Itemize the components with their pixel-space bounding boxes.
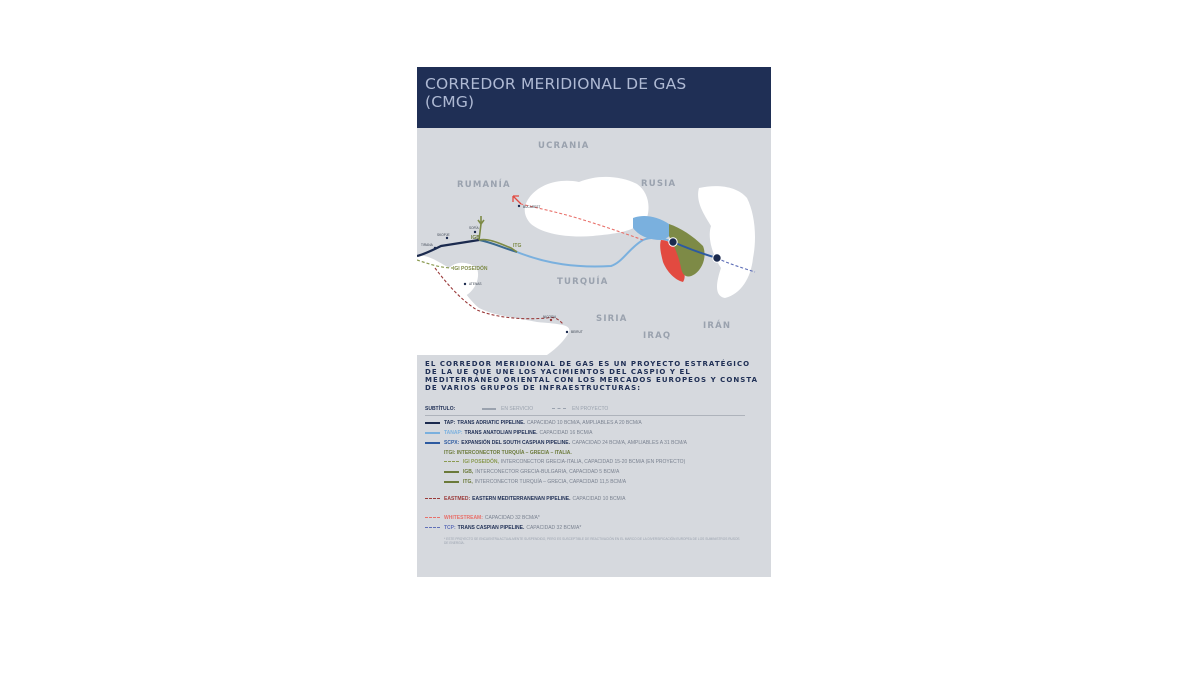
- divider: [425, 415, 745, 416]
- city-sofia: SOFÍA: [469, 226, 479, 230]
- in-project-label: EN PROYECTO: [572, 406, 609, 412]
- legend-name: TAP:: [444, 420, 456, 426]
- legend-desc: TRANS CASPIAN PIPELINE.: [457, 525, 525, 531]
- legend-name: IGI POSEIDÓN,: [463, 459, 499, 465]
- label-turquia: TURQUÍA: [557, 277, 609, 287]
- legend-desc: TRANS ADRIATIC PIPELINE.: [457, 420, 525, 426]
- legend-swatch: [444, 471, 459, 473]
- legend-detail: CAPACIDAD 10 BCM/A, AMPLIABLES A 20 BCM/A: [526, 420, 642, 426]
- info-panel: [417, 355, 771, 577]
- legend-detail: CAPACIDAD 24 BCM/A, AMPLIABLES A 31 BCM/A: [572, 440, 687, 446]
- legend-desc: EASTERN MEDITERRANENAN PIPELINE.: [472, 496, 571, 502]
- footnote: * ESTE PROYECTO SE ENCUENTRA ACTUALMENTE SUSPENDIDO, PERO ES SUSCEPTIBLE DE REACTIVACIÓN EN EL MARCO DE LA DIVERSIFICACIÓN EUROPEA DE LOS SUMINISTROS RUSOS DE ENERGÍA.: [444, 537, 740, 546]
- legend-detail: INTERCONECTOR GRECIA-ITALIA, CAPACIDAD 15-20 BCM/A (EN PROYECTO): [500, 459, 686, 465]
- city-bucarest: BUCAREST: [523, 205, 541, 209]
- cmg-infographic: [417, 67, 771, 577]
- city-skopje: SKOPJE: [437, 233, 450, 237]
- title-line-2: (CMG): [425, 93, 475, 111]
- hub-node-georgia: [669, 238, 677, 246]
- legend-name: TANAP:: [444, 430, 463, 436]
- legend-name: WHITESTREAM:: [444, 515, 483, 521]
- route-label-itg: ITG: [513, 243, 522, 249]
- legend-name: ITG,: [463, 479, 473, 485]
- legend-swatch: [425, 517, 440, 518]
- legend-text: [463, 458, 685, 466]
- label-rumania: RUMANÍA: [457, 180, 511, 190]
- dashed-line-swatch: [552, 408, 566, 409]
- city-nicosia: NICOSIA: [543, 315, 557, 319]
- header-banner: [417, 67, 771, 128]
- line-style-key: [425, 404, 745, 414]
- legend-text: [444, 524, 581, 532]
- legend-detail: CAPACIDAD 32 BCM/A*: [526, 525, 582, 531]
- city-beirut: BEIRUT: [571, 330, 583, 334]
- legend-text: [444, 449, 572, 457]
- subtitle-label: SUBTÍTULO:: [425, 406, 456, 412]
- legend-text: [444, 429, 592, 437]
- pipeline-map: [417, 128, 771, 355]
- legend-swatch: [444, 481, 459, 483]
- legend-name: IGB,: [463, 469, 474, 475]
- legend-text: [463, 478, 626, 486]
- legend-text: [444, 439, 687, 447]
- legend-desc: TRANS ANATOLIAN PIPELINE.: [464, 430, 538, 436]
- hub-node-caspian: [713, 254, 721, 262]
- legend-swatch: [425, 422, 440, 424]
- legend-text: [444, 495, 625, 503]
- legend-detail: CAPACIDAD 32 BCM/A*: [484, 515, 540, 521]
- in-service-label: EN SERVICIO: [501, 406, 534, 412]
- legend-name: EASTMED:: [444, 496, 471, 502]
- legend-swatch: [425, 442, 440, 444]
- legend-text: [444, 514, 540, 522]
- legend-detail: INTERCONECTOR TURQUÍA – GRECIA, CAPACIDAD 11,5 BCM/A: [474, 479, 627, 485]
- intro-text: EL CORREDOR MERIDIONAL DE GAS ES UN PROYECTO ESTRATÉGICO DE LA UE QUE UNE LOS YACIMIENTOS DEL CASPIO Y EL MEDITERRÁNEO ORIENTAL CON LOS MERCADOS EUROPEOS Y CONSTA DE VARIOS GRUPOS DE INFRAESTRUCTURAS:: [425, 360, 759, 392]
- legend-text: [444, 419, 642, 427]
- legend-swatch: [425, 498, 440, 499]
- legend-name: ITGI: INTERCONECTOR TURQUÍA – GRECIA – ITALIA.: [444, 450, 572, 456]
- city-tirana: TIRANA: [421, 243, 433, 247]
- legend-swatch: [425, 527, 440, 528]
- label-ucrania: UCRANIA: [538, 141, 590, 151]
- label-siria: SIRIA: [596, 314, 628, 324]
- page-title: [425, 75, 725, 111]
- route-label-igi-poseidon: IGI POSEIDÓN: [453, 266, 488, 272]
- city-atenas: ATENAS: [469, 282, 482, 286]
- legend-detail: INTERCONECTOR GRECIA-BULGARIA, CAPACIDAD 5 BCM/A: [475, 469, 620, 475]
- solid-line-swatch: [482, 408, 496, 410]
- legend-name: TCP:: [444, 525, 456, 531]
- legend-text: [463, 468, 619, 476]
- legend-swatch: [444, 461, 459, 462]
- label-iraq: IRAQ: [643, 331, 672, 341]
- legend-detail: CAPACIDAD 16 BCM/A: [539, 430, 593, 436]
- legend-name: SCPX:: [444, 440, 460, 446]
- legend-swatch: [425, 432, 440, 434]
- label-rusia: RUSIA: [641, 179, 677, 189]
- legend-detail: CAPACIDAD 10 BCM/A: [572, 496, 626, 502]
- title-line-1: CORREDOR MERIDIONAL DE GAS: [425, 75, 687, 93]
- route-label-igb: IGB: [471, 235, 480, 241]
- label-iran: IRÁN: [703, 321, 732, 331]
- legend-desc: EXPANSIÓN DEL SOUTH CASPIAN PIPELINE.: [461, 440, 571, 446]
